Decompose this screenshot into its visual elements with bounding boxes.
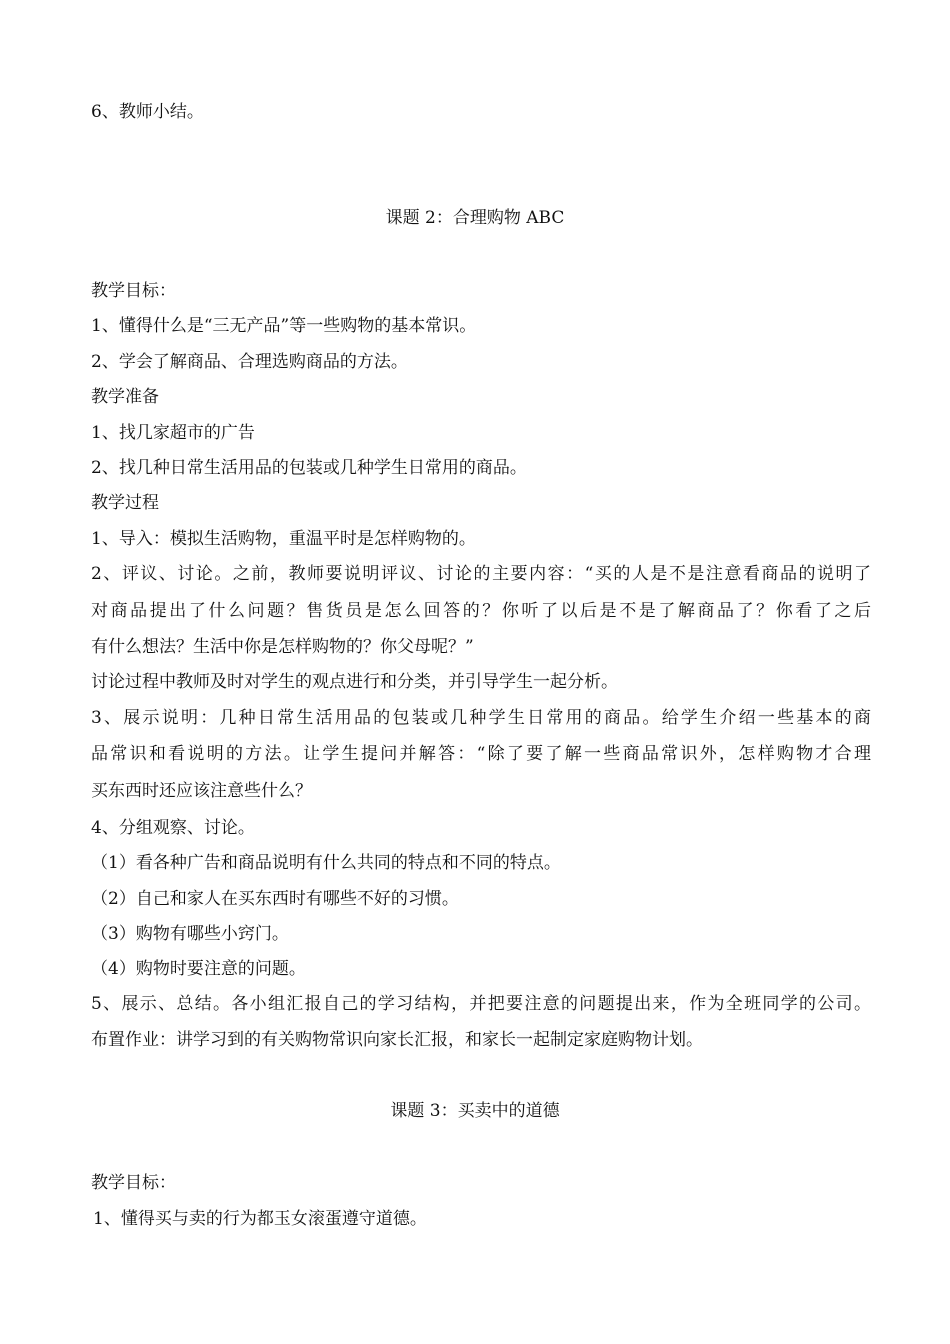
- lesson2-sub-item-3: （3）购物有哪些小窍门。: [91, 924, 289, 944]
- lesson2-step-2-line-1: 2、评议、讨论。之前，教师要说明评议、讨论的主要内容：“买的人是不是注意看商品的说明了: [91, 564, 871, 584]
- lesson2-goal-2: 2、学会了解商品、合理选购商品的方法。: [91, 352, 408, 372]
- lesson2-step-1: 1、导入：模拟生活购物，重温平时是怎样购物的。: [91, 529, 476, 549]
- lesson3-goals-heading: 教学目标：: [91, 1173, 176, 1193]
- lesson2-prep-1: 1、找几家超市的广告: [91, 423, 255, 443]
- lesson2-goal-1: 1、懂得什么是“三无产品”等一些购物的基本常识。: [91, 316, 477, 336]
- lesson2-step-3-line-1: 3、展示说明：几种日常生活用品的包装或几种学生日常用的商品。给学生介绍一些基本的商: [91, 708, 871, 728]
- lesson2-prep-heading: 教学准备: [91, 387, 159, 407]
- lesson2-step-2-line-3: 有什么想法？生活中你是怎样购物的？你父母呢？”: [91, 637, 474, 657]
- lesson2-homework: 布置作业：讲学习到的有关购物常识向家长汇报，和家长一起制定家庭购物计划。: [91, 1030, 703, 1050]
- lesson2-process-heading: 教学过程: [91, 493, 159, 513]
- lesson2-step-2-line-2: 对商品提出了什么问题？售货员是怎么回答的？你听了以后是不是了解商品了？你看了之后: [91, 601, 871, 621]
- lesson2-sub-item-1: （1）看各种广告和商品说明有什么共同的特点和不同的特点。: [91, 853, 561, 873]
- lesson2-sub-item-4: （4）购物时要注意的问题。: [91, 959, 306, 979]
- lesson2-step-3-line-3: 买东西时还应该注意些什么？: [91, 781, 312, 801]
- lesson2-step-2-note: 讨论过程中教师及时对学生的观点进行和分类，并引导学生一起分析。: [91, 672, 618, 692]
- lesson2-sub-item-2: （2）自己和家人在买东西时有哪些不好的习惯。: [91, 889, 459, 909]
- lesson3-goal-1: 1、懂得买与卖的行为都玉女滚蛋遵守道德。: [93, 1209, 427, 1229]
- lesson2-prep-2: 2、找几种日常生活用品的包装或几种学生日常用的商品。: [91, 458, 527, 478]
- lesson3-title: 课题 3：买卖中的道德: [390, 1101, 560, 1121]
- lesson2-step-5: 5、展示、总结。各小组汇报自己的学习结构，并把要注意的问题提出来，作为全班同学的公司。: [91, 994, 871, 1014]
- teacher-summary-item: 6、教师小结。: [91, 102, 204, 122]
- lesson2-step-4: 4、分组观察、讨论。: [91, 818, 255, 838]
- lesson2-step-3-line-2: 品常识和看说明的方法。让学生提问并解答：“除了要了解一些商品常识外，怎样购物才合理: [91, 744, 871, 764]
- lesson2-title: 课题 2：合理购物 ABC: [385, 208, 565, 228]
- lesson2-goals-heading: 教学目标：: [91, 281, 176, 301]
